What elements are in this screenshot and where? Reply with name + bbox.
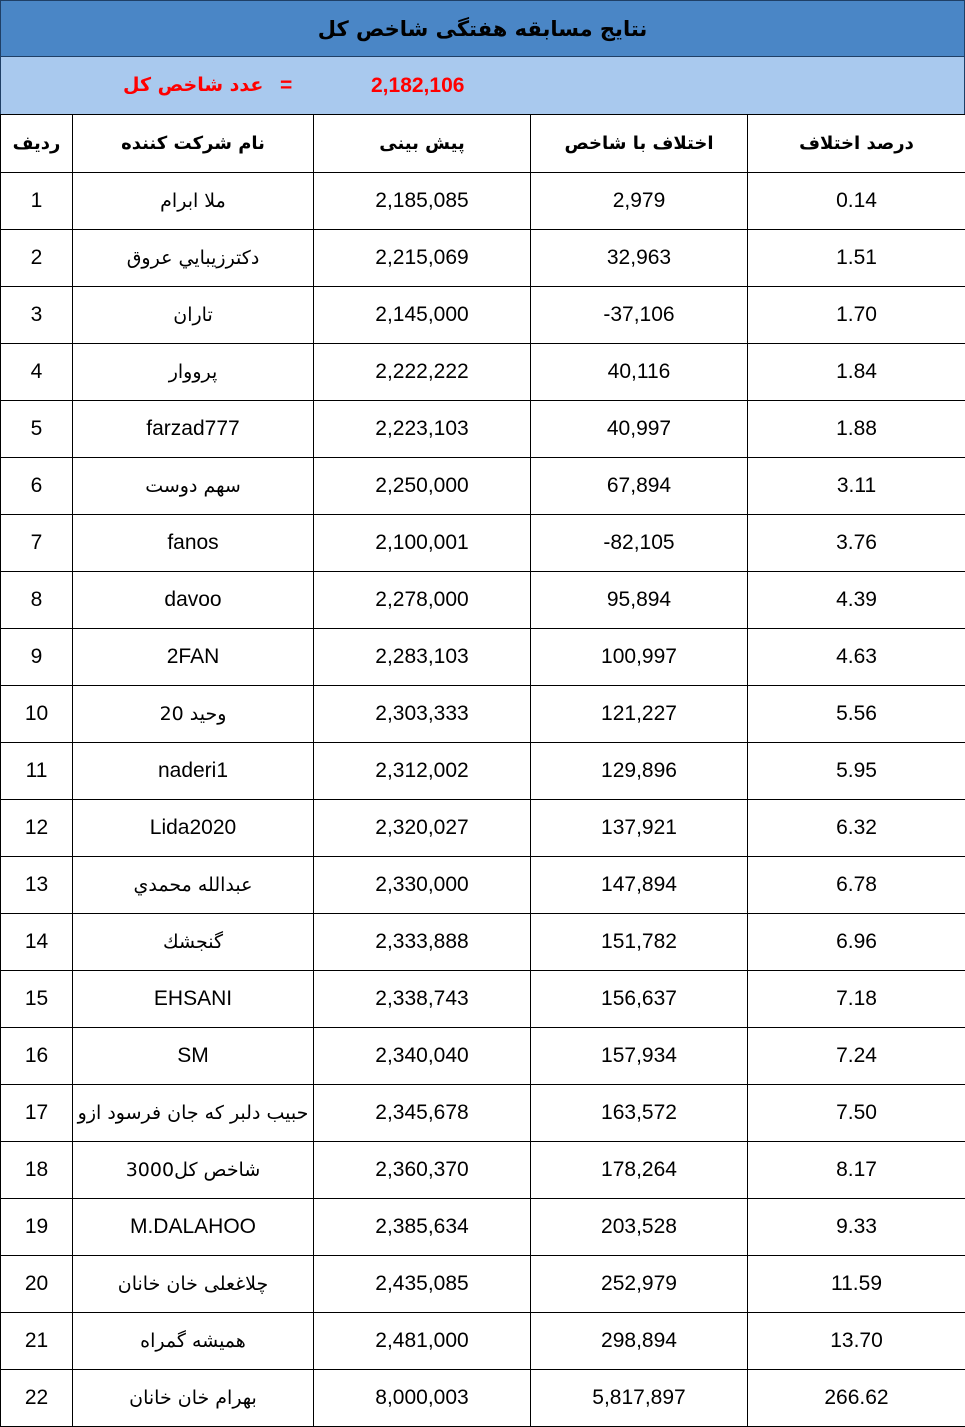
cell-difference: 32,963 xyxy=(531,230,748,287)
cell-rank: 8 xyxy=(1,572,73,629)
cell-difference: 5,817,897 xyxy=(531,1370,748,1427)
cell-percent: 8.17 xyxy=(748,1142,965,1199)
cell-rank: 4 xyxy=(1,344,73,401)
cell-prediction: 2,360,370 xyxy=(314,1142,531,1199)
cell-percent: 3.11 xyxy=(748,458,965,515)
cell-difference: 40,997 xyxy=(531,401,748,458)
cell-name: چلاغعلی خان خانان xyxy=(73,1256,314,1313)
column-header-rank: ردیف xyxy=(1,115,73,173)
cell-percent: 5.95 xyxy=(748,743,965,800)
cell-rank: 7 xyxy=(1,515,73,572)
cell-percent: 7.24 xyxy=(748,1028,965,1085)
cell-rank: 2 xyxy=(1,230,73,287)
cell-name: Lida2020 xyxy=(73,800,314,857)
cell-rank: 6 xyxy=(1,458,73,515)
cell-prediction: 2,385,634 xyxy=(314,1199,531,1256)
cell-percent: 4.39 xyxy=(748,572,965,629)
cell-prediction: 2,215,069 xyxy=(314,230,531,287)
cell-prediction: 2,338,743 xyxy=(314,971,531,1028)
cell-name: گنجشك xyxy=(73,914,314,971)
table-row xyxy=(1,629,965,686)
cell-name: پرووار xyxy=(73,344,314,401)
cell-name: شاخص کل3000 xyxy=(73,1142,314,1199)
cell-name: عبدالله محمدي xyxy=(73,857,314,914)
cell-difference: 95,894 xyxy=(531,572,748,629)
cell-difference: 151,782 xyxy=(531,914,748,971)
cell-difference: 203,528 xyxy=(531,1199,748,1256)
cell-prediction: 2,481,000 xyxy=(314,1313,531,1370)
cell-rank: 17 xyxy=(1,1085,73,1142)
cell-name: davoo xyxy=(73,572,314,629)
cell-prediction: 2,345,678 xyxy=(314,1085,531,1142)
cell-rank: 14 xyxy=(1,914,73,971)
cell-difference: 252,979 xyxy=(531,1256,748,1313)
cell-percent: 266.62 xyxy=(748,1370,965,1427)
cell-rank: 3 xyxy=(1,287,73,344)
cell-difference: 137,921 xyxy=(531,800,748,857)
page-title: نتایج مسابقه هفتگی شاخص کل xyxy=(318,17,648,41)
table-row xyxy=(1,1142,965,1199)
cell-name: سهم دوست xyxy=(73,458,314,515)
cell-percent: 7.18 xyxy=(748,971,965,1028)
table-row xyxy=(1,1028,965,1085)
title-bar xyxy=(0,0,965,57)
cell-prediction: 2,145,000 xyxy=(314,287,531,344)
cell-prediction: 2,340,040 xyxy=(314,1028,531,1085)
table-row xyxy=(1,1085,965,1142)
table-row xyxy=(1,1313,965,1370)
cell-name: fanos xyxy=(73,515,314,572)
table-header-row xyxy=(1,115,965,173)
cell-rank: 19 xyxy=(1,1199,73,1256)
cell-percent: 13.70 xyxy=(748,1313,965,1370)
cell-name: دکترزيبايي عروق xyxy=(73,230,314,287)
cell-prediction: 2,278,000 xyxy=(314,572,531,629)
table-row xyxy=(1,230,965,287)
cell-prediction: 2,283,103 xyxy=(314,629,531,686)
cell-prediction: 8,000,003 xyxy=(314,1370,531,1427)
cell-rank: 10 xyxy=(1,686,73,743)
cell-prediction: 2,223,103 xyxy=(314,401,531,458)
cell-prediction: 2,320,027 xyxy=(314,800,531,857)
column-header-percent: درصد اختلاف xyxy=(748,115,965,173)
cell-name: farzad777 xyxy=(73,401,314,458)
cell-name: همیشه گمراه xyxy=(73,1313,314,1370)
cell-prediction: 2,330,000 xyxy=(314,857,531,914)
cell-percent: 1.88 xyxy=(748,401,965,458)
cell-rank: 11 xyxy=(1,743,73,800)
cell-name: وحید 20 xyxy=(73,686,314,743)
table-row xyxy=(1,971,965,1028)
cell-difference: 100,997 xyxy=(531,629,748,686)
index-value: 2,182,106 xyxy=(371,57,464,114)
table-row xyxy=(1,743,965,800)
table-row xyxy=(1,857,965,914)
cell-rank: 18 xyxy=(1,1142,73,1199)
cell-name: SM xyxy=(73,1028,314,1085)
cell-percent: 1.70 xyxy=(748,287,965,344)
cell-percent: 6.32 xyxy=(748,800,965,857)
cell-percent: 5.56 xyxy=(748,686,965,743)
table-body xyxy=(1,173,965,1427)
cell-rank: 21 xyxy=(1,1313,73,1370)
cell-prediction: 2,333,888 xyxy=(314,914,531,971)
cell-rank: 5 xyxy=(1,401,73,458)
cell-difference: 298,894 xyxy=(531,1313,748,1370)
cell-difference: 156,637 xyxy=(531,971,748,1028)
cell-prediction: 2,250,000 xyxy=(314,458,531,515)
cell-name: EHSANI xyxy=(73,971,314,1028)
table-row xyxy=(1,686,965,743)
cell-difference: -37,106 xyxy=(531,287,748,344)
column-header-prediction: پیش بینی xyxy=(314,115,531,173)
cell-difference: 129,896 xyxy=(531,743,748,800)
cell-name: 2FAN xyxy=(73,629,314,686)
cell-rank: 16 xyxy=(1,1028,73,1085)
cell-percent: 1.84 xyxy=(748,344,965,401)
cell-name: ملا ابرام xyxy=(73,173,314,230)
table-row xyxy=(1,800,965,857)
cell-rank: 20 xyxy=(1,1256,73,1313)
cell-difference: 163,572 xyxy=(531,1085,748,1142)
index-equals-sign: = xyxy=(280,57,292,114)
table-row xyxy=(1,344,965,401)
cell-prediction: 2,303,333 xyxy=(314,686,531,743)
cell-difference: 147,894 xyxy=(531,857,748,914)
cell-rank: 12 xyxy=(1,800,73,857)
cell-rank: 9 xyxy=(1,629,73,686)
column-header-difference: اختلاف با شاخص xyxy=(531,115,748,173)
cell-name: بهرام خان خانان xyxy=(73,1370,314,1427)
index-label: عدد شاخص کل xyxy=(123,57,263,114)
cell-percent: 7.50 xyxy=(748,1085,965,1142)
table-row xyxy=(1,914,965,971)
cell-difference: -82,105 xyxy=(531,515,748,572)
cell-name: حبیب دلبر که جان فرسود ازو xyxy=(73,1085,314,1142)
cell-name: M.DALAHOO xyxy=(73,1199,314,1256)
cell-percent: 1.51 xyxy=(748,230,965,287)
cell-percent: 11.59 xyxy=(748,1256,965,1313)
cell-prediction: 2,435,085 xyxy=(314,1256,531,1313)
cell-difference: 121,227 xyxy=(531,686,748,743)
cell-rank: 22 xyxy=(1,1370,73,1427)
table-row xyxy=(1,401,965,458)
table-row xyxy=(1,287,965,344)
cell-prediction: 2,222,222 xyxy=(314,344,531,401)
table-row xyxy=(1,515,965,572)
cell-difference: 40,116 xyxy=(531,344,748,401)
table-row xyxy=(1,1199,965,1256)
cell-percent: 4.63 xyxy=(748,629,965,686)
cell-name: naderi1 xyxy=(73,743,314,800)
table-row xyxy=(1,572,965,629)
cell-percent: 0.14 xyxy=(748,173,965,230)
cell-percent: 6.78 xyxy=(748,857,965,914)
cell-prediction: 2,185,085 xyxy=(314,173,531,230)
cell-prediction: 2,312,002 xyxy=(314,743,531,800)
cell-rank: 1 xyxy=(1,173,73,230)
cell-difference: 157,934 xyxy=(531,1028,748,1085)
results-table xyxy=(0,114,965,1427)
cell-rank: 13 xyxy=(1,857,73,914)
table-row xyxy=(1,1370,965,1427)
cell-percent: 3.76 xyxy=(748,515,965,572)
column-header-name: نام شرکت کننده xyxy=(73,115,314,173)
cell-rank: 15 xyxy=(1,971,73,1028)
table-row xyxy=(1,1256,965,1313)
cell-prediction: 2,100,001 xyxy=(314,515,531,572)
table-row xyxy=(1,458,965,515)
cell-difference: 67,894 xyxy=(531,458,748,515)
cell-percent: 9.33 xyxy=(748,1199,965,1256)
index-value-row xyxy=(0,57,965,114)
cell-difference: 178,264 xyxy=(531,1142,748,1199)
cell-percent: 6.96 xyxy=(748,914,965,971)
cell-difference: 2,979 xyxy=(531,173,748,230)
cell-name: تاران xyxy=(73,287,314,344)
table-row xyxy=(1,173,965,230)
